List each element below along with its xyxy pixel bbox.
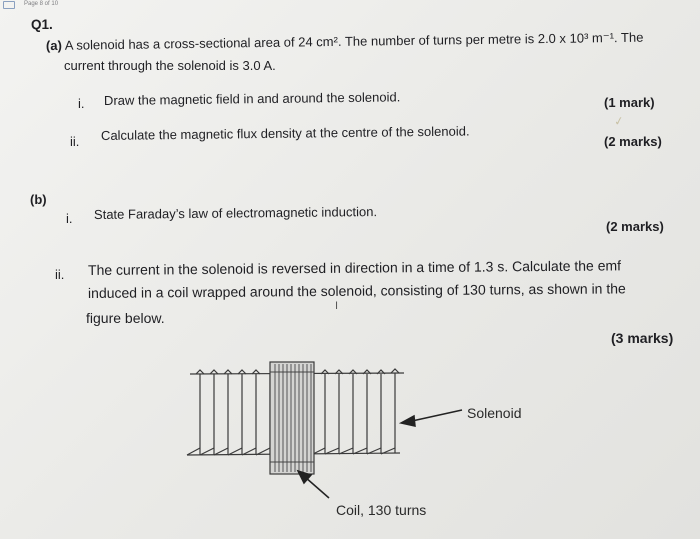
check-mark-icon: ✓ [612, 113, 626, 129]
part-b-ii-line-2: induced in a coil wrapped around the solenoid, consisting of 130 turns, as shown in the [87, 280, 626, 301]
part-b-i-text: State Faraday’s law of electromagnetic induction. [93, 204, 378, 222]
coil-arrow [305, 477, 329, 498]
part-a-intro-text: A solenoid has a cross-sectional area of 24 cm². The number of turns per metre is 2.0 x 10³ m⁻¹. The [64, 29, 644, 53]
part-b-ii-marks: (3 marks) [611, 330, 674, 346]
page-number: Page 8 of 10 [24, 1, 59, 7]
part-b-i-marks: (2 marks) [606, 219, 664, 234]
text-cursor-icon: I [335, 300, 339, 312]
coil-label: Coil, 130 turns [336, 502, 427, 518]
part-a-i-text: Draw the magnetic field in and around the solenoid. [103, 89, 401, 108]
solenoid-arrow-head [401, 416, 415, 426]
coil-block [270, 362, 314, 474]
part-a-i-marks: (1 mark) [604, 95, 655, 110]
solenoid-label: Solenoid [467, 405, 522, 421]
part-a-ii-number: ii. [70, 134, 80, 149]
part-b-ii-line-3: figure below. [86, 310, 165, 326]
question-number: Q1. [31, 17, 53, 32]
part-b-i-number: i. [66, 211, 73, 226]
part-a-ii-marks: (2 marks) [604, 134, 662, 149]
part-a-intro-line-2: current through the solenoid is 3.0 A. [64, 58, 276, 73]
part-b-ii-line-1: The current in the solenoid is reversed in direction in a time of 1.3 s. Calculate the emf [87, 257, 622, 278]
part-a-i-number: i. [78, 96, 85, 111]
part-b-ii-number: ii. [55, 267, 65, 282]
part-b-label: (b) [30, 192, 47, 207]
part-a-ii-text: Calculate the magnetic flux density at the centre of the solenoid. [100, 123, 470, 143]
solenoid-arrow [412, 410, 462, 421]
part-a-label: (a) [45, 37, 62, 53]
